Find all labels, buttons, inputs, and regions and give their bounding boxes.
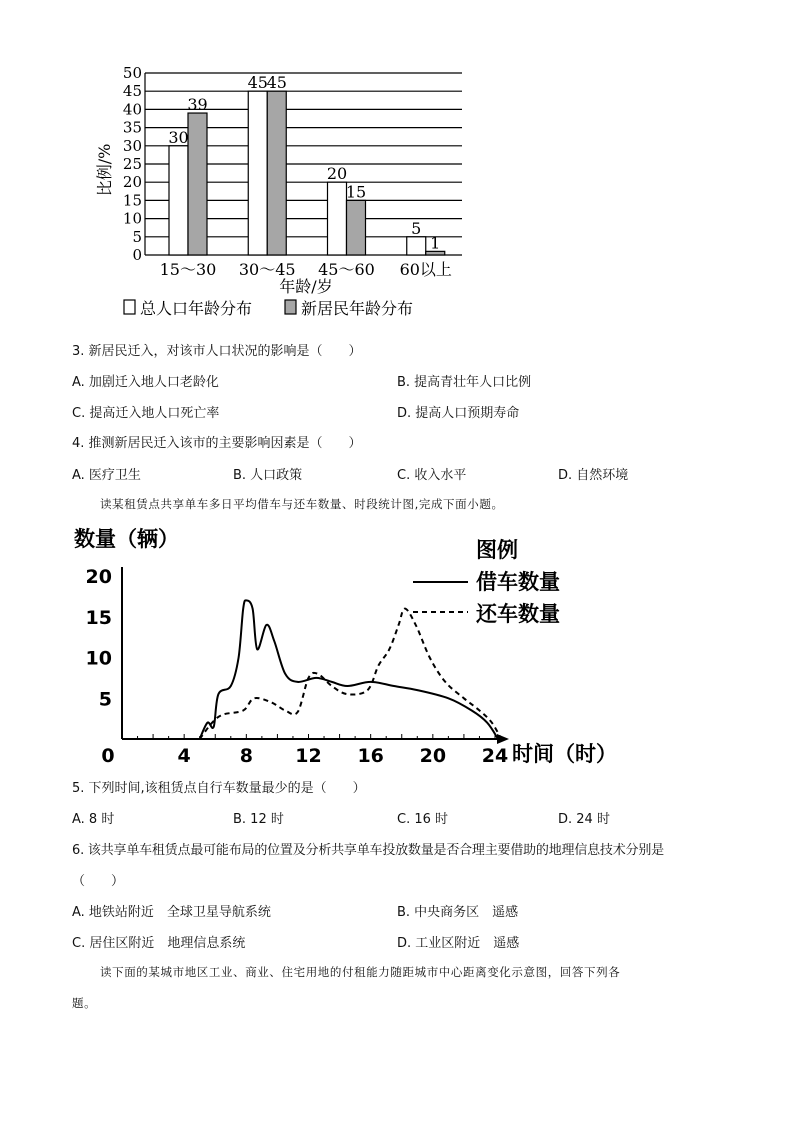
bar-value-label: 20: [326, 164, 348, 184]
y-tick-label: 35: [122, 118, 142, 137]
q5-option-d[interactable]: D. 24 时: [558, 812, 610, 827]
y-tick-label: 50: [122, 64, 142, 82]
bike-y-tick-label: 10: [85, 647, 112, 670]
q6-option-a[interactable]: A. 地铁站附近 全球卫星导航系统: [72, 905, 271, 920]
q6-option-d[interactable]: D. 工业区附近 遥感: [397, 936, 520, 951]
return-count-line: [200, 609, 502, 739]
lead-text-rent: 读下面的某城市地区工业、商业、住宅用地的付租能力随距城市中心距离变化示意图，回答下列各: [100, 965, 621, 979]
bike-x-tick-label: 8: [239, 745, 253, 767]
bar-value-label: 45: [247, 73, 268, 93]
bar-new-residents: [188, 113, 207, 255]
q3-option-a[interactable]: A. 加剧迁入地人口老龄化: [72, 375, 219, 390]
bike-y-axis-label: 数量（辆）: [74, 527, 179, 551]
y-tick-label: 5: [132, 227, 142, 246]
bike-x-axis-label: 时间（时）: [512, 742, 617, 766]
y-tick-label: 0: [132, 246, 142, 264]
legend-total-label: 总人口年龄分布: [140, 299, 253, 318]
bar-value-label: 1: [430, 233, 441, 253]
bar-value-label: 30: [168, 127, 189, 147]
bike-rental-chart: [0, 515, 794, 775]
q3-option-b[interactable]: B. 提高青壮年人口比例: [397, 375, 532, 390]
bike-x-tick-label: 20: [419, 745, 447, 767]
bike-x-tick-label: 16: [357, 745, 384, 767]
q4-stem: 4. 推测新居民迁入该市的主要影响因素是（ ）: [72, 436, 362, 451]
lead-text-rent-continued: 题。: [72, 996, 97, 1010]
q3-option-d[interactable]: D. 提高人口预期寿命: [397, 406, 520, 421]
bike-y-tick-label: 20: [85, 566, 112, 588]
x-tick-label: 60以上: [399, 260, 452, 279]
bar-new-residents: [267, 91, 286, 255]
q3-option-c[interactable]: C. 提高迁入地人口死亡率: [72, 406, 220, 421]
q5-option-a[interactable]: A. 8 时: [72, 812, 115, 827]
legend-borrow-label: 借车数量: [476, 570, 560, 594]
y-tick-label: 15: [122, 191, 142, 210]
y-tick-label: 30: [122, 136, 142, 155]
bar-total-population: [169, 146, 188, 255]
bar-value-label: 5: [411, 218, 422, 238]
q5-option-c[interactable]: C. 16 时: [397, 812, 449, 827]
q6-stem-continued: （ ）: [72, 874, 125, 889]
q3-stem: 3. 新居民迁入，对该市人口状况的影响是（ ）: [72, 344, 362, 359]
bar-value-label: 15: [345, 182, 367, 202]
legend-new-swatch: [285, 300, 296, 314]
bike-x-tick-label: 0: [101, 745, 115, 767]
y-tick-label: 40: [122, 100, 142, 119]
bike-x-axis-arrow: [497, 734, 509, 744]
age-distribution-chart: [0, 0, 794, 330]
q4-option-a[interactable]: A. 医疗卫生: [72, 468, 141, 483]
legend-total-swatch: [124, 300, 135, 314]
legend-return-label: 还车数量: [476, 602, 560, 626]
bike-x-tick-label: 24: [481, 745, 509, 767]
x-axis-label: 年龄/岁: [279, 277, 333, 296]
bar-value-label: 45: [266, 73, 287, 93]
bar-value-label: 39: [187, 95, 208, 115]
q6-option-b[interactable]: B. 中央商务区 遥感: [397, 905, 519, 920]
y-tick-label: 20: [122, 173, 142, 192]
bar-total-population: [328, 182, 347, 255]
bike-x-tick-label: 4: [177, 745, 191, 767]
q6-option-c[interactable]: C. 居住区附近 地理信息系统: [72, 936, 246, 951]
x-tick-label: 45～60: [318, 260, 375, 279]
q5-stem: 5. 下列时间,该租赁点自行车数量最少的是（ ）: [72, 781, 366, 796]
borrow-count-line: [200, 600, 498, 739]
x-tick-label: 30～45: [238, 260, 296, 279]
y-tick-label: 25: [122, 155, 142, 173]
bar-total-population: [407, 237, 426, 255]
q6-stem: 6. 该共享单车租赁点最可能布局的位置及分析共享单车投放数量是否合理主要借助的地理信息技术分别是: [72, 843, 664, 858]
y-axis-label: 比例/%: [95, 143, 114, 197]
bike-y-tick-label: 5: [98, 688, 112, 711]
q4-option-b[interactable]: B. 人口政策: [233, 468, 303, 483]
y-tick-label: 10: [122, 209, 142, 228]
bike-x-tick-label: 12: [295, 745, 322, 767]
bar-new-residents: [347, 200, 366, 255]
bike-y-tick-label: 15: [85, 606, 112, 629]
lead-text-bike: 读某租赁点共享单车多日平均借车与还车数量、时段统计图,完成下面小题。: [100, 497, 504, 511]
q4-option-c[interactable]: C. 收入水平: [397, 468, 467, 483]
legend-title: 图例: [476, 538, 518, 562]
y-tick-label: 45: [122, 82, 142, 101]
legend-new-label: 新居民年龄分布: [301, 299, 414, 318]
x-tick-label: 15～30: [159, 260, 217, 279]
q5-option-b[interactable]: B. 12 时: [233, 812, 284, 827]
q4-option-d[interactable]: D. 自然环境: [558, 468, 629, 483]
bar-total-population: [248, 91, 267, 255]
